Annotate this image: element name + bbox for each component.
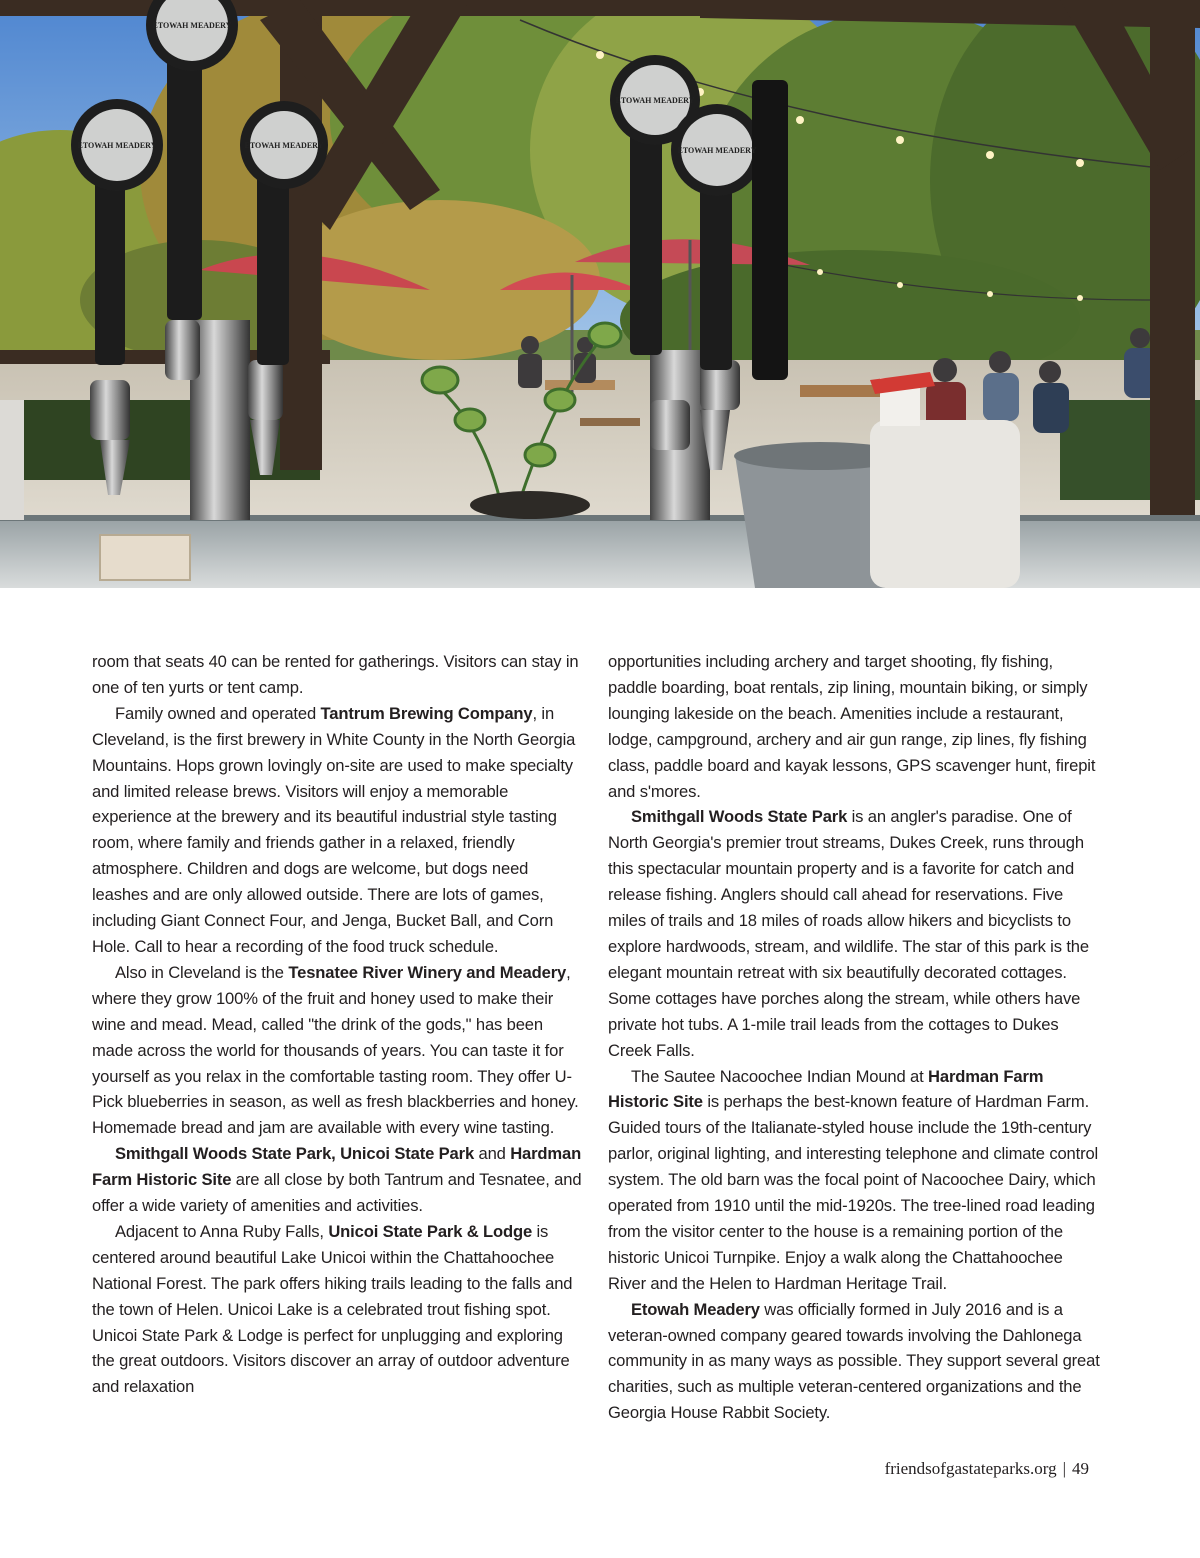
venue-name-etowah: Etowah Meadery bbox=[631, 1299, 760, 1319]
tap-label-4: ETOWAH MEADERY bbox=[615, 96, 695, 105]
venue-name-hardman: Hardman Farm Historic Site bbox=[92, 1144, 582, 1190]
paragraph-nearby-parks: Smithgall Woods State Park, Unicoi State Park and Hardman Farm Historic Site are all close by both Tantrum and Tesnatee, and offer a wide variety of amenities and activities. bbox=[92, 1144, 582, 1216]
paragraph: room that seats 40 can be rented for gatherings. Visitors can stay in one of ten yurts or tent camp. bbox=[92, 652, 579, 697]
hero-photo bbox=[0, 0, 1200, 588]
paragraph-tesnatee: Also in Cleveland is the Tesnatee River Winery and Meadery, where they grow 100% of the fruit and honey used to make their wine and mead. Mead, called "the drink of the gods," has been made across the world for thousands of years. You can taste it for yourself as you relax in the comfortable tasting room. They offer U-Pick blueberries in season, as well as fresh blackberries and honey. Homemade bread and jam are available with every wine tasting. bbox=[92, 962, 579, 1138]
article-column-left bbox=[92, 649, 582, 1400]
tap-handles-patio-photo bbox=[0, 0, 1200, 588]
tap-label-3: ETOWAH MEADERY bbox=[244, 141, 324, 150]
venue-name-tesnatee: Tesnatee River Winery and Meadery bbox=[288, 962, 567, 982]
venue-name-smithgall: Smithgall Woods State Park bbox=[631, 807, 848, 827]
paragraph-etowah: Etowah Meadery was officially formed in July 2016 and is a veteran-owned company geared towards involving the Dahlonega community in as many ways as possible. They support several great charities, such as multiple veteran-centered organizations and the Georgia House Rabbit Society. bbox=[608, 1299, 1100, 1423]
paragraph-hardman: The Sautee Nacoochee Indian Mound at Hardman Farm Historic Site is perhaps the best-known feature of Hardman Farm. Guided tours of the Italianate-styled house include the 19th-century parlor, original lighting, and interesting telephone and climate control system. The old barn was the focal point of Nacoochee Dairy, which operated from 1910 until the mid-1920s. The tree-lined road leading from the visitor center to the house is a remaining portion of the historic Unicoi Turnpike. Enjoy a walk along the Chattahoochee River and the Helen to Hardman Heritage Trail. bbox=[608, 1066, 1099, 1293]
tap-label-2: ETOWAH MEADERY bbox=[152, 21, 232, 30]
paragraph-smithgall: Smithgall Woods State Park is an angler's paradise. One of North Georgia's premier trout streams, Dukes Creek, runs through this spectacular mountain property and is a favorite for catch and release fishing. Anglers should call ahead for reservations. Five miles of trails and 18 miles of roads allow hikers and bicyclists to explore hardwoods, stream, and wildlife. The star of this park is the elegant mountain retreat with six beautifully decorated cottages. Some cottages have porches along the stream, while others have private hot tubs. A 1-mile trail leads from the cottages to Dukes Creek Falls. bbox=[608, 807, 1089, 1060]
paragraph: opportunities including archery and target shooting, fly fishing, paddle boarding, boat rentals, zip lining, mountain biking, or simply lounging lakeside on the beach. Amenities include a restaurant, lodge, campground, archery and air gun range, zip lines, fly fishing class, paddle board and kayak lessons, GPS scavenger hunt, firepit and s'mores. bbox=[608, 652, 1096, 801]
article-column-right bbox=[608, 649, 1100, 1426]
venue-name-unicoi-lodge: Unicoi State Park & Lodge bbox=[328, 1221, 533, 1241]
page-footer bbox=[885, 1459, 1089, 1479]
paragraph-tantrum: Family owned and operated Tantrum Brewing Company, in Cleveland, is the first brewery in White County in the North Georgia Mountains. Hops grown lovingly on-site are used to make specialty and limited release brews. Visitors will enjoy a memorable experience at the brewery and its beautiful industrial style tasting room, where family and friends gather in a relaxed, friendly atmosphere. Children and dogs are welcome, but dogs need leashes and are only allowed outside. There are lots of games, including Giant Connect Four, and Jenga, Bucket Ball, and Corn Hole. Call to hear a recording of the food truck schedule. bbox=[92, 703, 576, 956]
paragraph-unicoi: Adjacent to Anna Ruby Falls, Unicoi State Park & Lodge is centered around beautiful Lake Unicoi within the Chattahoochee National Forest. The park offers hiking trails leading to the falls and the town of Helen. Unicoi Lake is a celebrated trout fishing spot. Unicoi State Park & Lodge is perfect for unplugging and exploring the great outdoors. Visitors discover an array of outdoor adventure and relaxation bbox=[92, 1221, 573, 1397]
page-number: 49 bbox=[1072, 1459, 1089, 1478]
tap-label-1: ETOWAH MEADERY bbox=[77, 141, 157, 150]
venue-name-tantrum: Tantrum Brewing Company bbox=[320, 703, 533, 723]
venue-name-smithgall-unicoi: Smithgall Woods State Park, Unicoi State Park bbox=[115, 1144, 475, 1164]
footer-site-url: friendsofgastateparks.org bbox=[884, 1459, 1057, 1478]
venue-name-hardman-farm: Hardman Farm Historic Site bbox=[608, 1066, 1044, 1112]
tap-label-5: ETOWAH MEADERY bbox=[677, 146, 757, 155]
footer-separator: | bbox=[1062, 1459, 1066, 1478]
